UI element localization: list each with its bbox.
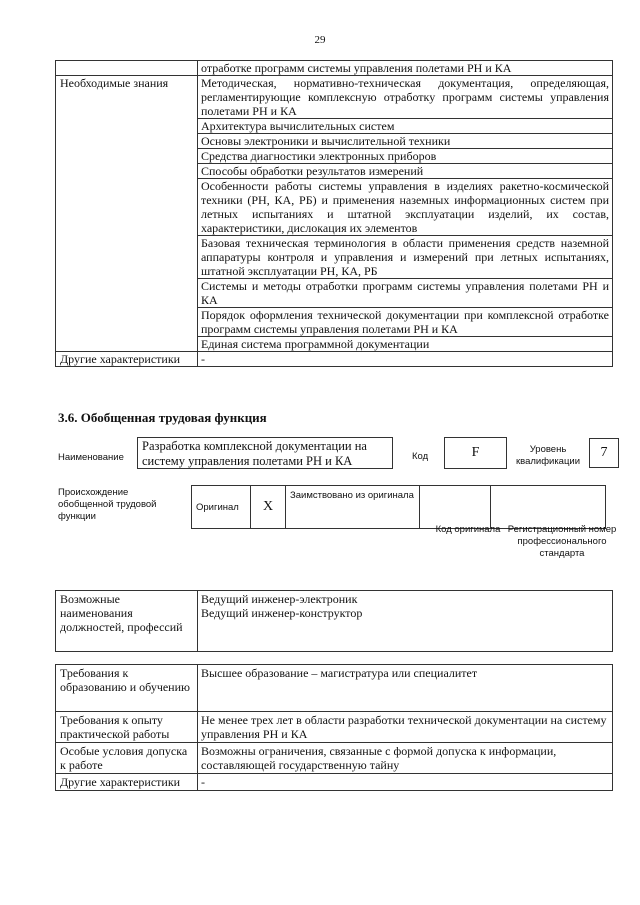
page-number: 29 xyxy=(314,34,326,46)
reg-number-label: Регистрационный номер профессионального стандарта xyxy=(507,524,617,559)
table-row xyxy=(56,76,613,119)
origin-table xyxy=(191,485,606,529)
table-row xyxy=(56,774,613,791)
borrowed-label: Заимствовано из оригинала xyxy=(286,486,420,529)
education-label: Требования к образованию и обучению xyxy=(56,665,198,712)
table-row xyxy=(56,591,613,652)
experience-label: Требования к опыту практической работы xyxy=(56,712,198,743)
requirements-table xyxy=(55,664,613,791)
table-row xyxy=(56,352,613,367)
level-value: 7 xyxy=(589,438,619,468)
code-label: Код xyxy=(412,451,429,462)
table-row xyxy=(56,61,613,76)
origin-label xyxy=(58,487,168,523)
experience-value: Не менее трех лет в области разработки технической документации на систему управления РН и КА xyxy=(198,712,613,743)
knowledge-table xyxy=(55,60,613,367)
knowledge-item: Методическая, нормативно-техническая документация, определяющая, регламентирующие комплексную отработку программ системы управления полетами РН и КА xyxy=(198,76,613,119)
code-value: F xyxy=(444,437,507,469)
admission-label: Особые условия допуска к работе xyxy=(56,743,198,774)
table-cell-empty xyxy=(56,61,198,76)
admission-value: Возможны ограничения, связанные с формой допуска к информации, составляющей государственную тайну xyxy=(198,743,613,774)
position-item: Ведущий инженер-электроник xyxy=(201,592,358,606)
level-label: Уровень квалификации xyxy=(515,444,581,467)
knowledge-continuation: отработке программ системы управления полетами РН и КА xyxy=(198,61,613,76)
name-value: Разработка комплексной документации на систему управления полетами РН и КА xyxy=(137,437,393,469)
knowledge-item: Порядок оформления технической документации при комплексной отработке программ системы управления полетами РН и КА xyxy=(198,308,613,337)
knowledge-label: Необходимые знания xyxy=(56,76,198,352)
original-label: Оригинал xyxy=(192,486,251,529)
education-value: Высшее образование – магистратура или специалитет xyxy=(198,665,613,712)
positions-values xyxy=(198,591,613,652)
other-characteristics-label: Другие характеристики xyxy=(56,352,198,367)
knowledge-item: Системы и методы отработки программ системы управления полетами РН и КА xyxy=(198,279,613,308)
origin-label-text: Происхождение обобщенной трудовой функции xyxy=(58,487,157,522)
knowledge-item: Способы обработки результатов измерений xyxy=(198,164,613,179)
knowledge-item: Архитектура вычислительных систем xyxy=(198,119,613,134)
knowledge-item: Средства диагностики электронных приборов xyxy=(198,149,613,164)
original-mark: X xyxy=(251,486,286,529)
other-characteristics-value: - xyxy=(198,352,613,367)
knowledge-item: Базовая техническая терминология в области применения средств наземной аппаратуры контроля и управления и измерений при летных испытаниях, штатной эксплуатации РН, КА, РБ xyxy=(198,236,613,279)
name-label: Наименование xyxy=(58,452,124,463)
table-row xyxy=(56,665,613,712)
knowledge-item: Единая система программной документации xyxy=(198,337,613,352)
positions-label: Возможные наименования должностей, профессий xyxy=(56,591,198,652)
positions-table xyxy=(55,590,613,652)
reg-number-cell xyxy=(491,486,606,529)
table-row xyxy=(192,486,606,529)
other-value: - xyxy=(198,774,613,791)
other-label: Другие характеристики xyxy=(56,774,198,791)
table-row xyxy=(56,712,613,743)
table-row xyxy=(56,743,613,774)
code-original-label: Код оригинала xyxy=(435,524,501,535)
code-original-cell xyxy=(420,486,491,529)
knowledge-item: Особенности работы системы управления в изделиях ракетно-космической техники (РН, КА, РБ) и применения наземных информационных систем при летных испытаниях и штатной эксплуатации изделий, их состав, характеристики, дислокация их элементов xyxy=(198,179,613,236)
position-item: Ведущий инженер-конструктор xyxy=(201,606,363,620)
knowledge-item: Основы электроники и вычислительной техники xyxy=(198,134,613,149)
section-heading: 3.6. Обобщенная трудовая функция xyxy=(58,410,267,425)
